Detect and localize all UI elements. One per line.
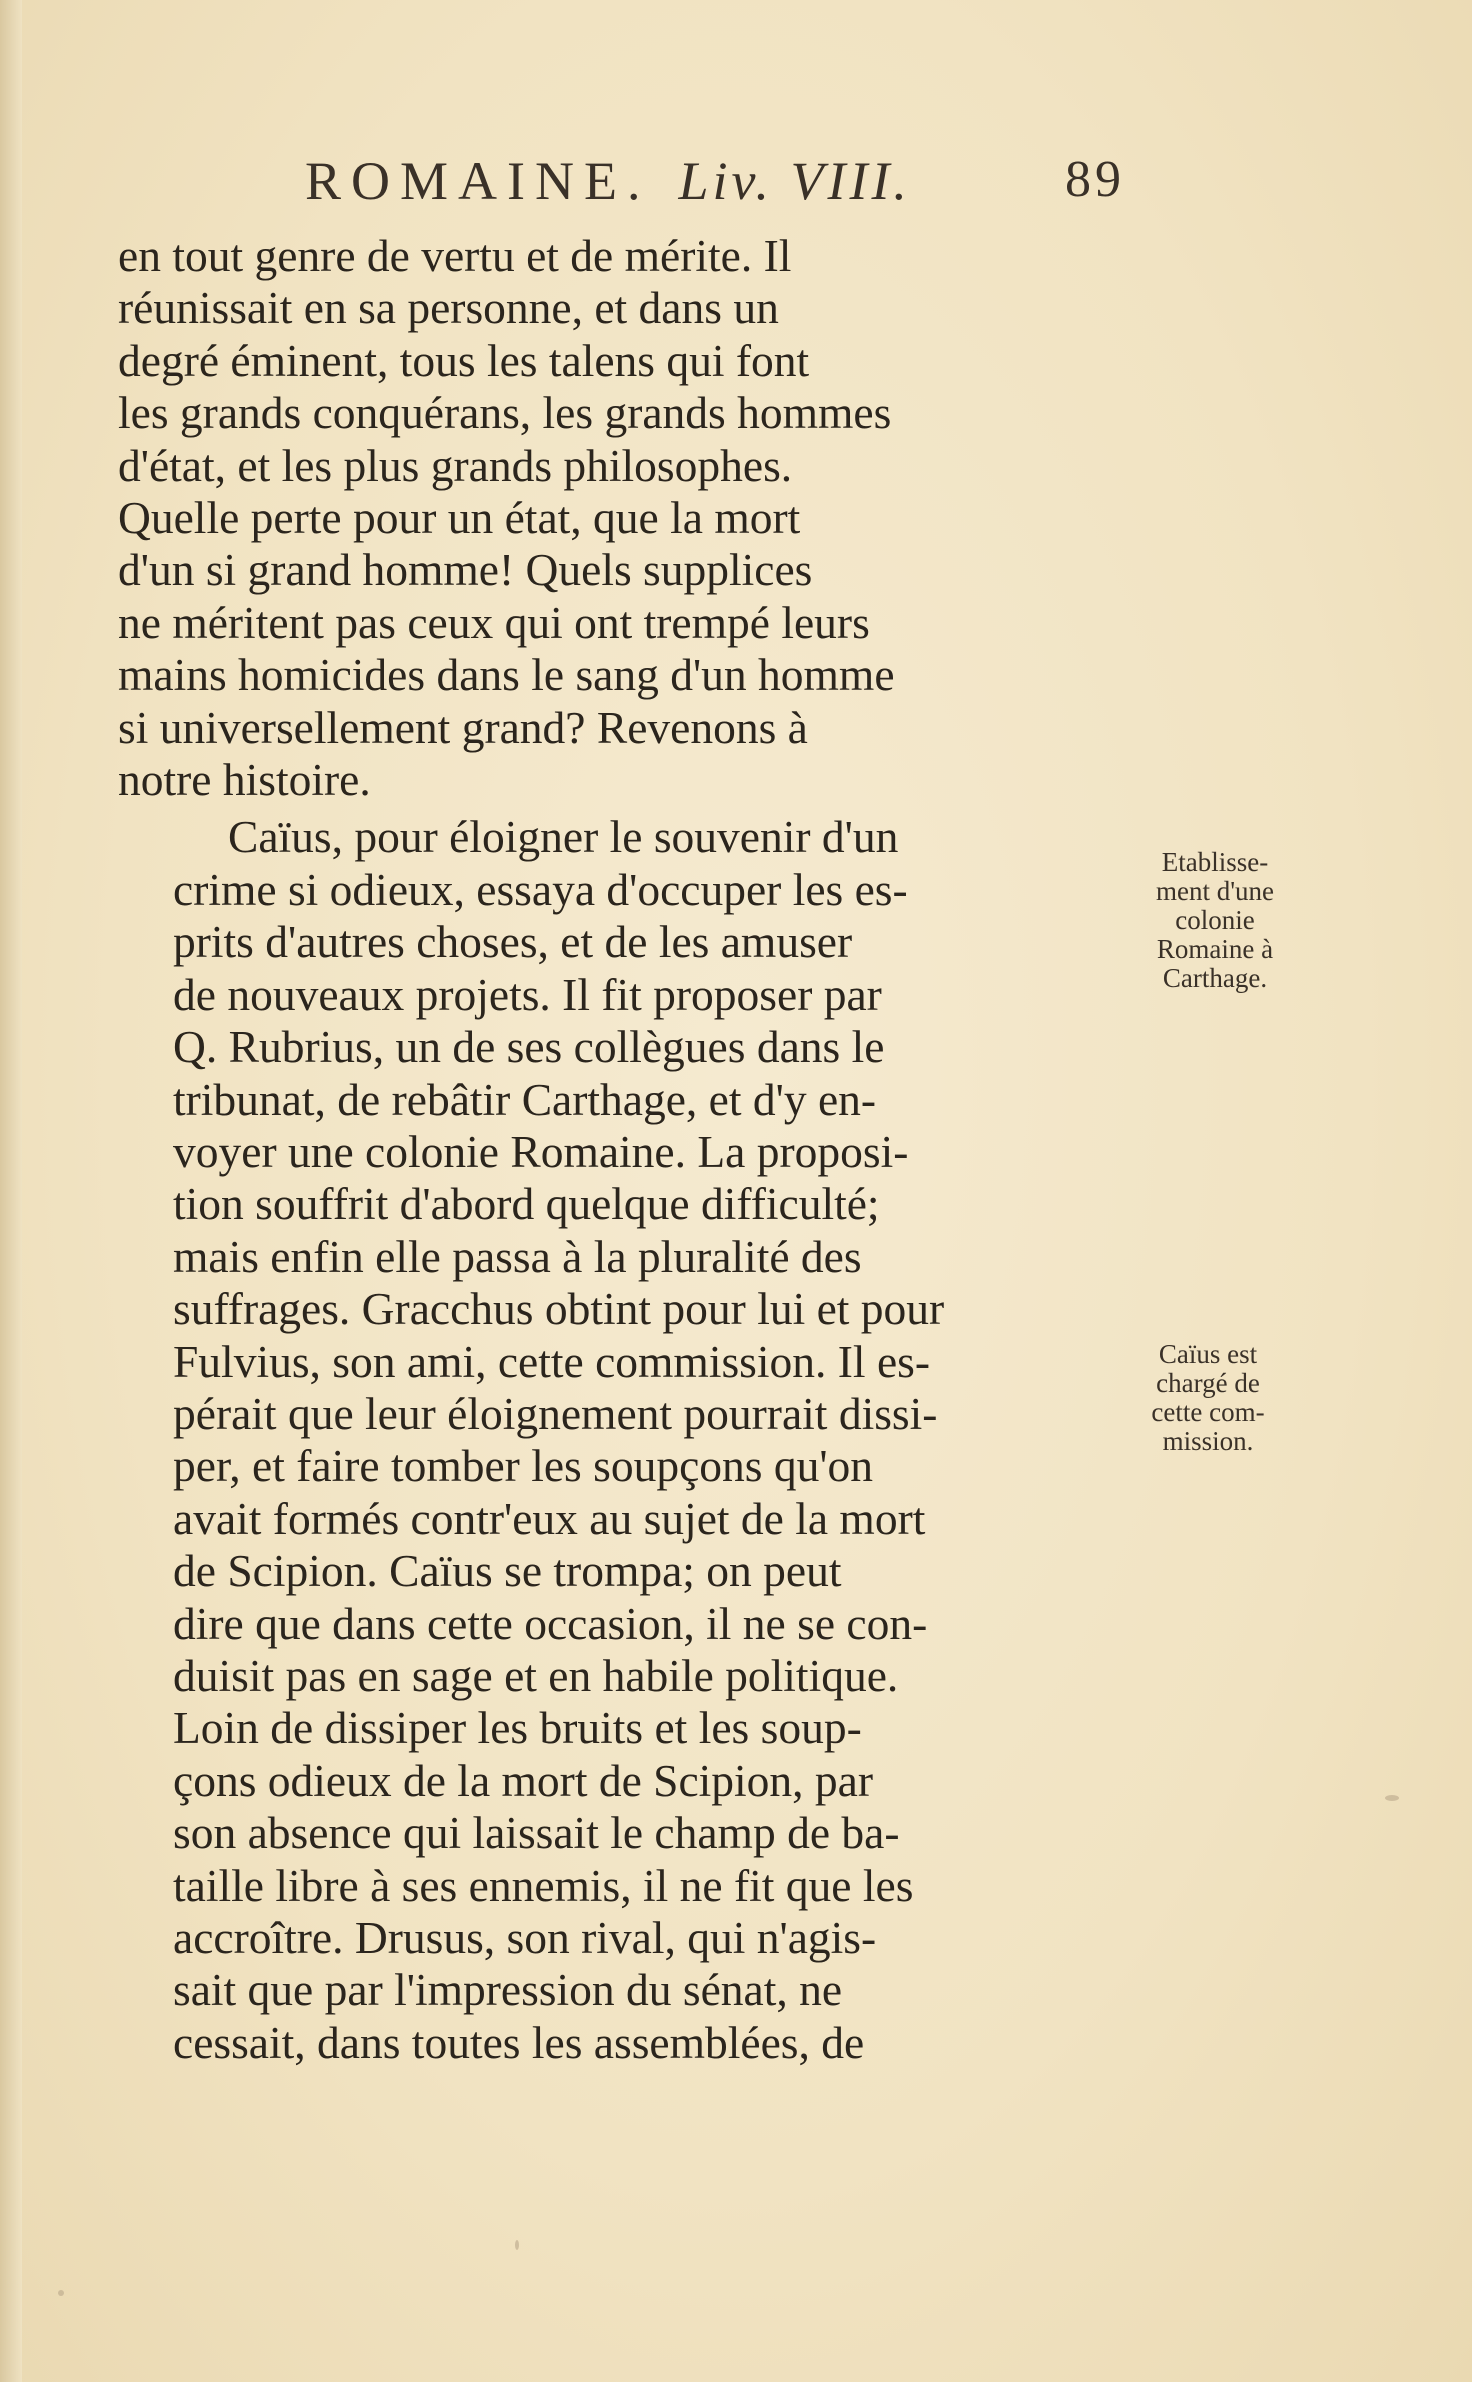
text-line: si universellement grand? Revenons à	[118, 701, 808, 753]
text-line: taille libre à ses ennemis, il ne fit que les	[173, 1859, 914, 1911]
book-number: Liv. VIII.	[678, 151, 911, 211]
text-line: son absence qui laissait le champ de ba-	[173, 1807, 900, 1859]
margin-note-commission	[1108, 1340, 1308, 1456]
text-line: avait formés contr'eux au sujet de la mort	[173, 1492, 926, 1544]
margin-note-line: mission.	[1162, 1426, 1254, 1456]
margin-note-line: ment d'une	[1155, 876, 1275, 906]
text-line: les grands conquérans, les grands hommes	[118, 387, 892, 439]
page-number: 89	[1065, 151, 1125, 208]
text-line: suffrages. Gracchus obtint pour lui et pour	[173, 1283, 945, 1335]
margin-note-line: Caïus est	[1158, 1339, 1258, 1369]
text-line: réunissait en sa personne, et dans un	[118, 282, 779, 334]
paper-speck	[515, 2240, 519, 2250]
margin-note-line: colonie	[1175, 905, 1255, 935]
text-line: mais enfin elle passa à la pluralité des	[173, 1230, 862, 1282]
text-line: voyer une colonie Romaine. La proposi-	[173, 1125, 909, 1177]
text-line: cessait, dans toutes les assemblées, de	[173, 2016, 865, 2068]
text-line: d'un si grand homme! Quels supplices	[118, 544, 813, 596]
margin-note-line: Carthage.	[1162, 963, 1268, 993]
margin-note-line: Etablisse-	[1161, 847, 1269, 877]
text-line: pérait que leur éloignement pourrait dissi-	[173, 1387, 938, 1439]
text-line: ne méritent pas ceux qui ont trempé leurs	[118, 596, 870, 648]
text-line: Loin de dissiper les bruits et les soup-	[173, 1702, 862, 1754]
text-line: notre histoire.	[118, 754, 371, 806]
text-line: mains homicides dans le sang d'un homme	[118, 649, 895, 701]
paragraph-2	[118, 811, 1098, 2069]
margin-note-line: Romaine à	[1156, 934, 1274, 964]
running-header	[305, 150, 1125, 230]
page-gutter	[0, 0, 22, 2382]
text-line: degré éminent, tous les talens qui font	[118, 334, 810, 386]
text-line: per, et faire tomber les soupçons qu'on	[173, 1440, 874, 1492]
text-line: tion souffrit d'abord quelque difficulté;	[173, 1178, 880, 1230]
text-line: prits d'autres choses, et de les amuser	[173, 916, 853, 968]
paragraph-1	[118, 230, 1118, 806]
text-line: Q. Rubrius, un de ses collègues dans le	[173, 1021, 885, 1073]
text-line: en tout genre de vertu et de mérite. Il	[118, 230, 792, 281]
running-title: ROMAINE.	[305, 151, 651, 211]
margin-note-colonie	[1115, 848, 1315, 993]
text-line: de Scipion. Caïus se trompa; on peut	[173, 1545, 842, 1597]
margin-note-line: cette com-	[1151, 1397, 1265, 1427]
main-text	[118, 230, 1118, 2069]
text-line: Quelle perte pour un état, que la mort	[118, 492, 801, 544]
text-line: duisit pas en sage et en habile politique.	[173, 1649, 899, 1701]
margin-note-line: chargé de	[1156, 1368, 1260, 1398]
text-line: çons odieux de la mort de Scipion, par	[173, 1754, 874, 1806]
text-line: Fulvius, son ami, cette commission. Il es-	[173, 1335, 930, 1387]
text-line: dire que dans cette occasion, il ne se con-	[173, 1597, 928, 1649]
text-line: accroître. Drusus, son rival, qui n'agis-	[173, 1912, 877, 1963]
text-line: crime si odieux, essaya d'occuper les es-	[173, 863, 908, 915]
paper-speck	[1385, 1795, 1399, 1801]
text-line: d'état, et les plus grands philosophes.	[118, 439, 793, 491]
paper-speck	[58, 2290, 64, 2296]
text-line: Caïus, pour éloigner le souvenir d'un	[228, 811, 899, 863]
text-line: tribunat, de rebâtir Carthage, et d'y en-	[173, 1073, 877, 1125]
text-line: de nouveaux projets. Il fit proposer par	[173, 968, 882, 1020]
text-line: sait que par l'impression du sénat, ne	[173, 1964, 843, 2016]
